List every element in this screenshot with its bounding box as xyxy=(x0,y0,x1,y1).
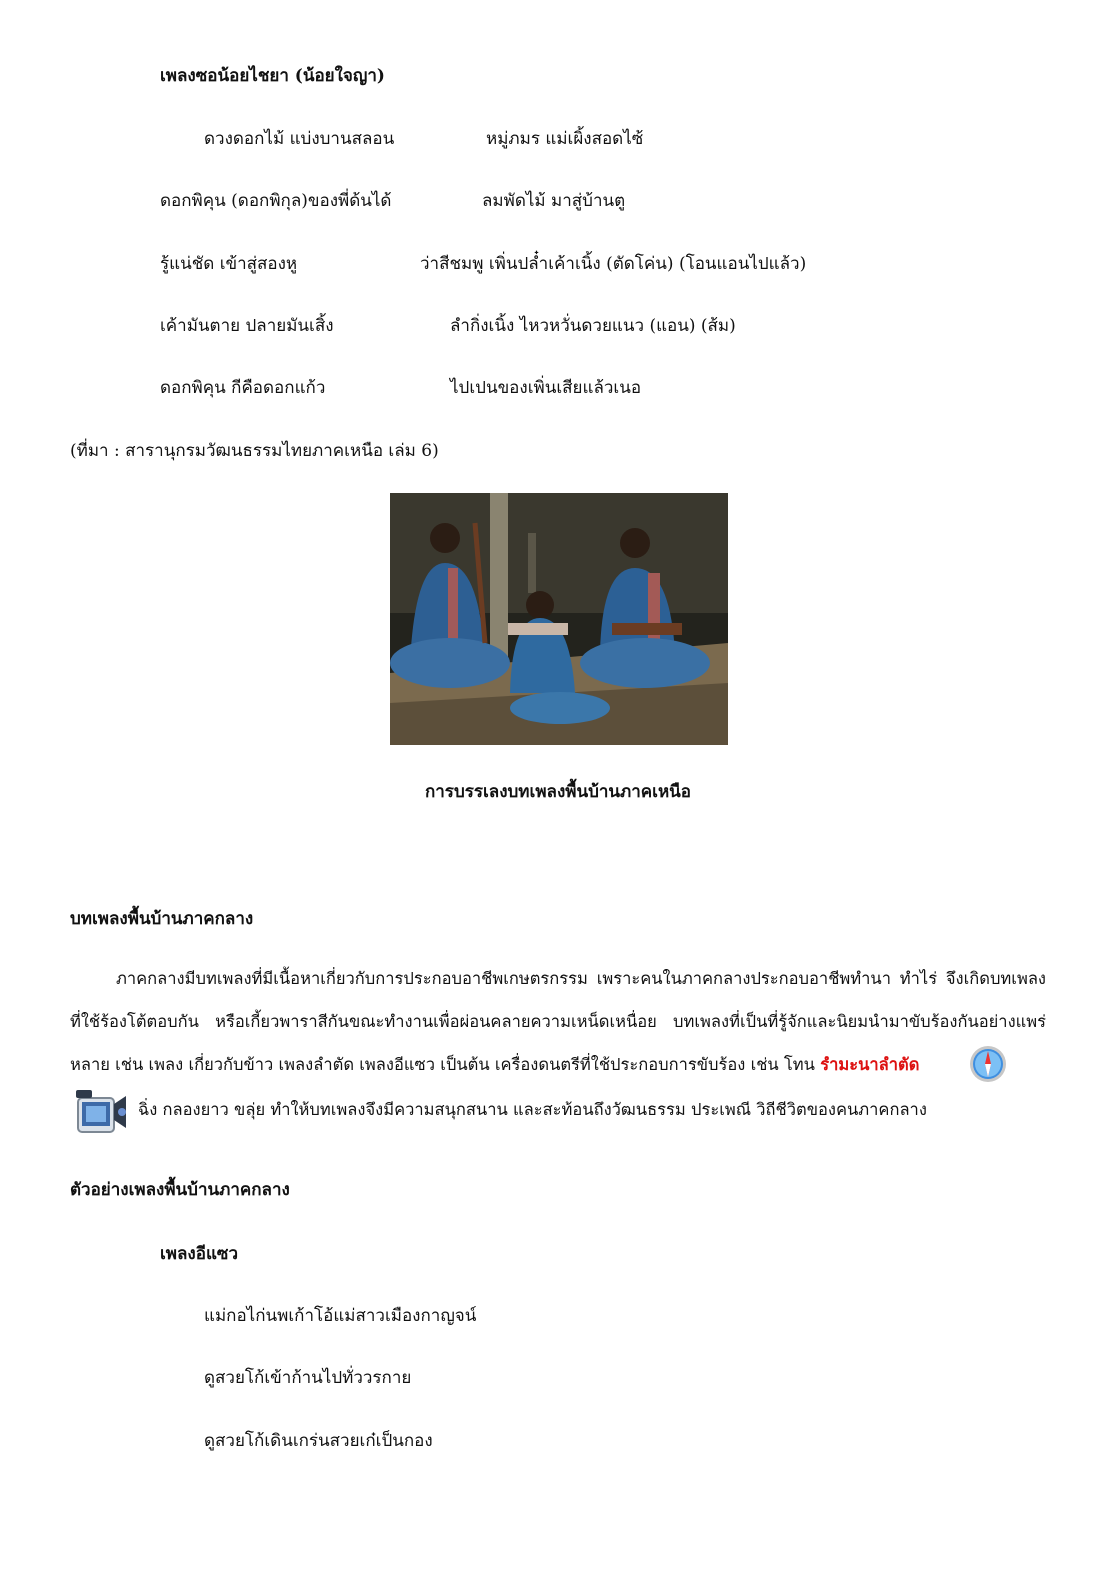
north-song-line-3-left: รู้แน่ชัด เข้าสู่สองหู xyxy=(160,254,298,274)
central-song-title: เพลงอีแซว xyxy=(160,1244,238,1264)
rammana-lamtad-link[interactable]: รำมะนาลำตัด xyxy=(820,1055,920,1074)
north-song-line-3-right: ว่าสีชมพู เพิ่นปล๋ำเค้าเนิ้ง (ตัดโค่น) (โอนแอนไปแล้ว) xyxy=(420,254,807,274)
central-heading: บทเพลงพื้นบ้านภาคกลาง xyxy=(70,909,254,929)
central-paragraph-continued: ฉิ่ง กลองยาว ขลุ่ย ทำให้บทเพลงจึงมีความสนุกสนาน และสะท้อนถึงวัฒนธรรม ประเพณี วิถีชีวิตของคนภาคกลาง xyxy=(138,1100,927,1119)
central-paragraph xyxy=(70,957,1046,1082)
photo-caption: การบรรเลงบทเพลงพื้นบ้านภาคเหนือ xyxy=(424,782,692,802)
video-camera-icon[interactable] xyxy=(72,1082,130,1140)
north-song-line-2-right: ลมพัดไม้ มาสู่บ้านตู xyxy=(482,191,626,211)
central-song-line-2: ดูสวยโก้เข้าก้านไปทั่ววรกาย xyxy=(204,1368,412,1388)
north-song-line-1-right: หมู่ภมร แม่เผิ้งสอดไซ้ xyxy=(486,129,644,149)
central-example-heading: ตัวอย่างเพลงพื้นบ้านภาคกลาง xyxy=(70,1180,290,1200)
central-song-line-1: แม่กอไก่นพเก้าโอ้แม่สาวเมืองกาญจน์ xyxy=(204,1306,477,1326)
north-song-line-5-left: ดอกพิคุน กีคือดอกแก้ว xyxy=(160,378,326,398)
north-song-line-5-right: ไปเปนของเพิ่นเสียแล้วเนอ xyxy=(450,378,642,398)
north-song-title: เพลงซอน้อยไชยา (น้อยใจญา) xyxy=(160,66,385,86)
north-song-line-4-right: ลำกิ่งเนิ้ง ไหวหวั่นดวยแนว (แอน) (ส้ม) xyxy=(450,316,736,336)
safari-compass-icon[interactable] xyxy=(923,1045,961,1083)
northern-music-photo xyxy=(390,493,728,745)
north-song-line-4-left: เค้ามันตาย ปลายมันเสิ้ง xyxy=(160,316,334,336)
north-song-line-2-left: ดอกพิคุน (ดอกพิกุล)ของพี่ด้นได้ xyxy=(160,191,392,211)
paragraph-text-1: ภาคกลางมีบทเพลงที่มีเนื้อหาเกี่ยวกับการประกอบอาชีพเกษตรกรรม เพราะคนในภาคกลางประกอบอาชีพทำนา ทำไร่ จึงเกิดบทเพลงที่ใช้ร้องโต้ตอบกัน หรือเกี้ยวพาราสีกันขณะทำงานเพื่อผ่อนคลายความเหน็ดเหนื่อย บทเพลงที่เป็นที่รู้จักและนิยมนำมาขับร้องกันอย่างแพร่หลาย เช่น เพลง เกี่ยวกับข้าว เพลงลำตัด เพลงอีแซว เป็นต้น เครื่องดนตรีที่ใช้ประกอบการขับร้อง เช่น โทน xyxy=(70,969,1046,1074)
north-song-line-1-left: ดวงดอกไม้ แบ่งบานสลอน xyxy=(204,129,395,149)
central-song-line-3: ดูสวยโก้เดินเกร่นสวยเก๋เป็นกอง xyxy=(204,1431,433,1451)
north-song-source: (ที่มา : สารานุกรมวัฒนธรรมไทยภาคเหนือ เล่ม 6) xyxy=(70,441,439,461)
